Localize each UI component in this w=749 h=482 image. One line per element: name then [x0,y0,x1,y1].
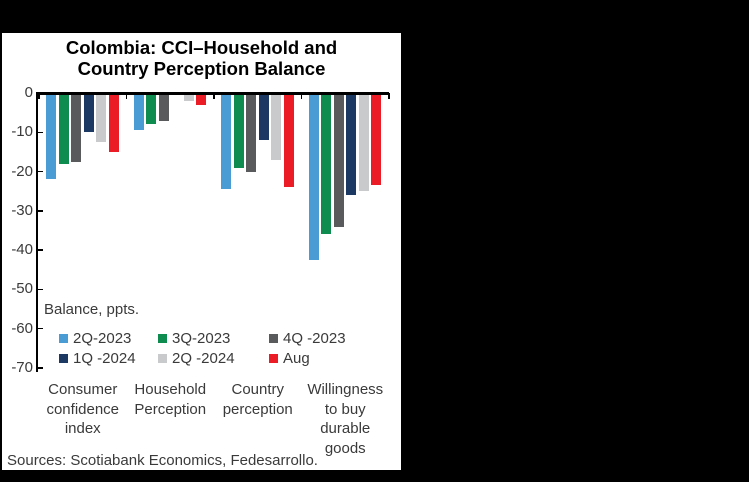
legend-item [158,330,230,347]
legend [2,33,401,470]
legend-item [59,330,131,347]
category-label-line: perception [222,400,293,418]
legend-label: Aug [283,350,310,367]
y-tick-label: -30 [11,201,33,219]
category-label-line: Perception [134,400,207,418]
category-label-line: Consumer [48,381,118,398]
y-tick-label: -60 [11,319,33,337]
y-tick-label: -50 [11,280,33,298]
legend-item [158,350,235,367]
category-label-line: Willingness [307,381,384,398]
category-label-line: confidence [46,400,120,418]
category-label-line: Country [231,381,285,398]
sources-note: Sources: Scotiabank Economics, Fedesarrollo. [7,452,318,469]
legend-swatch-icon [59,334,68,343]
y-tick-label: -10 [11,123,33,141]
category-label-line: to buy [324,400,366,418]
y-tick-label: -40 [11,241,33,259]
category-label-line: index [64,420,101,437]
category-label-line: goods [324,439,366,457]
legend-label: 2Q-2023 [73,330,132,347]
legend-item [269,350,310,367]
y-tick-label: 0 [24,84,33,101]
y-tick-label: -20 [11,162,33,180]
legend-swatch-icon [158,354,167,363]
y-tick-label: -70 [11,359,33,376]
legend-swatch-icon [59,354,68,363]
chart-title-line1: Colombia: CCI–Household and [65,37,338,58]
y-axis-unit-label: Balance, ppts. [44,301,140,318]
legend-swatch-icon [269,354,278,363]
legend-label: 3Q-2023 [172,330,231,347]
legend-swatch-icon [158,334,167,343]
category-label-line: durable [320,420,371,437]
legend-label: 1Q -2024 [73,350,136,367]
legend-item [269,330,346,347]
category-label-line: Household [134,381,207,398]
chart-title-line2: Country Perception Balance [77,58,326,79]
legend-swatch-icon [269,334,278,343]
legend-item [59,350,136,367]
legend-label: 4Q -2023 [283,330,346,347]
legend-label: 2Q -2024 [172,350,235,367]
chart-panel [2,33,401,470]
